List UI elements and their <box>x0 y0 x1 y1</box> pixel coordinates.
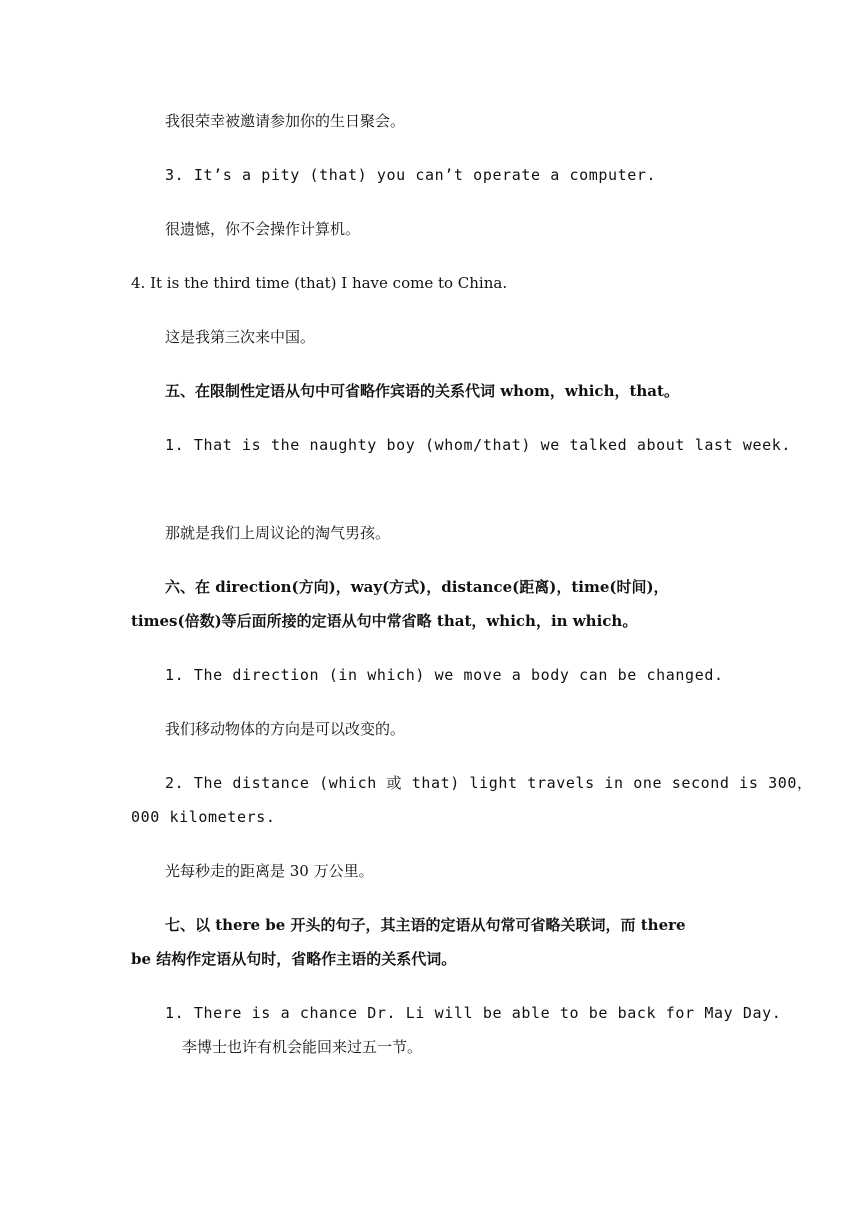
line-19: 李博士也许有机会能回来过五一节。 <box>182 1038 423 1056</box>
section-heading-7b: be 结构作定语从句时，省略作主语的关系代词。 <box>131 950 457 968</box>
section-heading-6a: 六、在 direction(方向)，way(方式)，distance(距离)，time(时间)， <box>165 578 669 596</box>
line-18: 1. There is a chance Dr. Li will be able to be back for May Day. <box>165 1004 782 1022</box>
line-5: 这是我第三次来中国。 <box>165 328 316 346</box>
line-11: 1. The direction (in which) we move a body can be changed. <box>165 666 724 684</box>
line-4: 4. It is the third time (that) I have come to China. <box>131 274 508 292</box>
line-15: 光每秒走的距离是 30 万公里。 <box>165 862 374 880</box>
line-14: 000 kilometers. <box>131 808 276 826</box>
line-3: 很遗憾，你不会操作计算机。 <box>165 220 361 238</box>
line-13: 2. The distance (which 或 that) light travels in one second is 300， <box>165 774 813 792</box>
line-7: 1. That is the naughty boy (whom/that) we talked about last week. <box>165 436 791 454</box>
section-heading-7a: 七、以 there be 开头的句子，其主语的定语从句常可省略关联词，而 there <box>165 916 686 934</box>
line-2: 3. It’s a pity (that) you can’t operate a computer. <box>165 166 657 184</box>
section-heading-5: 五、在限制性定语从句中可省略作宾语的关系代词 whom，which，that。 <box>165 382 679 400</box>
section-heading-6b: times(倍数)等后面所接的定语从句中常省略 that，which，in which。 <box>131 612 638 630</box>
line-1: 我很荣幸被邀请参加你的生日聚会。 <box>165 112 406 130</box>
line-12: 我们移动物体的方向是可以改变的。 <box>165 720 406 738</box>
line-8: 那就是我们上周议论的淘气男孩。 <box>165 524 391 542</box>
